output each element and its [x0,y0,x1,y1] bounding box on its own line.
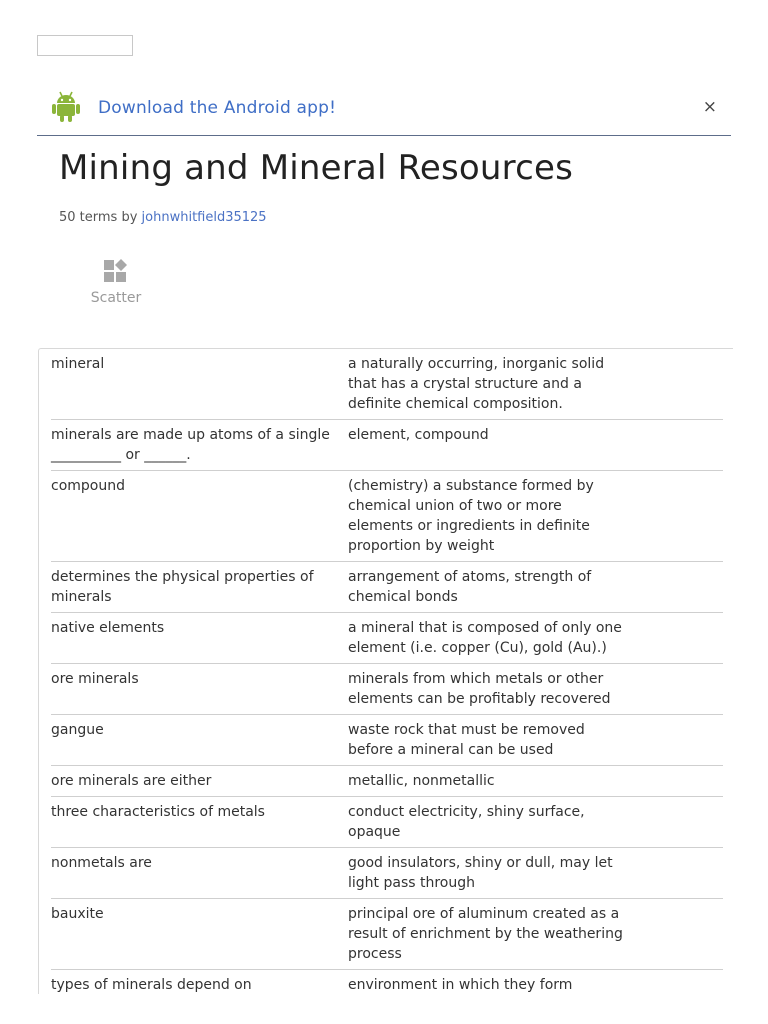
term-count: 50 terms by [59,210,138,225]
definition-text: a naturally occurring, inorganic solid that has a crystal structure and a definite chemical composition. [348,356,605,412]
definition-text: conduct electricity, shiny surface, opaque [348,804,585,840]
term-text: types of minerals depend on [51,977,252,993]
page-title: Mining and Mineral Resources [59,148,574,188]
term-row [51,797,723,848]
definition-text: metallic, nonmetallic [348,773,495,789]
term-row [51,899,723,970]
term-text: compound [51,478,125,494]
top-input-field[interactable] [37,35,133,56]
app-banner [37,84,731,136]
term-row [51,349,723,420]
definition-text: element, compound [348,427,489,443]
term-row [51,970,723,994]
term-text: native elements [51,620,165,636]
term-row [51,715,723,766]
term-text: mineral [51,356,105,372]
term-text: minerals are made up atoms of a single __________ or ______. [51,427,330,463]
term-text: nonmetals are [51,855,152,871]
definition-text: principal ore of aluminum created as a result of enrichment by the weathering process [348,906,623,962]
close-banner-button[interactable]: × [702,97,717,117]
definition-text: a mineral that is composed of only one element (i.e. copper (Cu), gold (Au).) [348,620,622,656]
definition-text: arrangement of atoms, strength of chemical bonds [348,569,592,605]
term-text: determines the physical properties of minerals [51,569,314,605]
download-android-app-link[interactable]: Download the Android app! [98,98,337,118]
term-row [51,848,723,899]
android-icon [52,90,80,122]
term-row [51,471,723,562]
definition-text: good insulators, shiny or dull, may let light pass through [348,855,613,891]
term-text: bauxite [51,906,104,922]
term-row [51,562,723,613]
definition-text: waste rock that must be removed before a mineral can be used [348,722,585,758]
definition-text: (chemistry) a substance formed by chemical union of two or more elements or ingredients in definite proportion by weight [348,478,594,554]
terms-list [38,348,733,994]
term-row [51,664,723,715]
definition-text: environment in which they form [348,977,573,993]
term-text: ore minerals [51,671,139,687]
scatter-icon [103,258,129,284]
term-row [51,420,723,471]
term-row [51,613,723,664]
scatter-mode-button[interactable] [86,258,146,306]
term-text: gangue [51,722,104,738]
author-link[interactable]: johnwhitfield35125 [141,210,267,225]
set-info [59,210,267,225]
scatter-label: Scatter [90,290,142,306]
term-text: ore minerals are either [51,773,212,789]
definition-text: minerals from which metals or other elements can be profitably recovered [348,671,611,707]
term-row [51,766,723,797]
term-text: three characteristics of metals [51,804,265,820]
